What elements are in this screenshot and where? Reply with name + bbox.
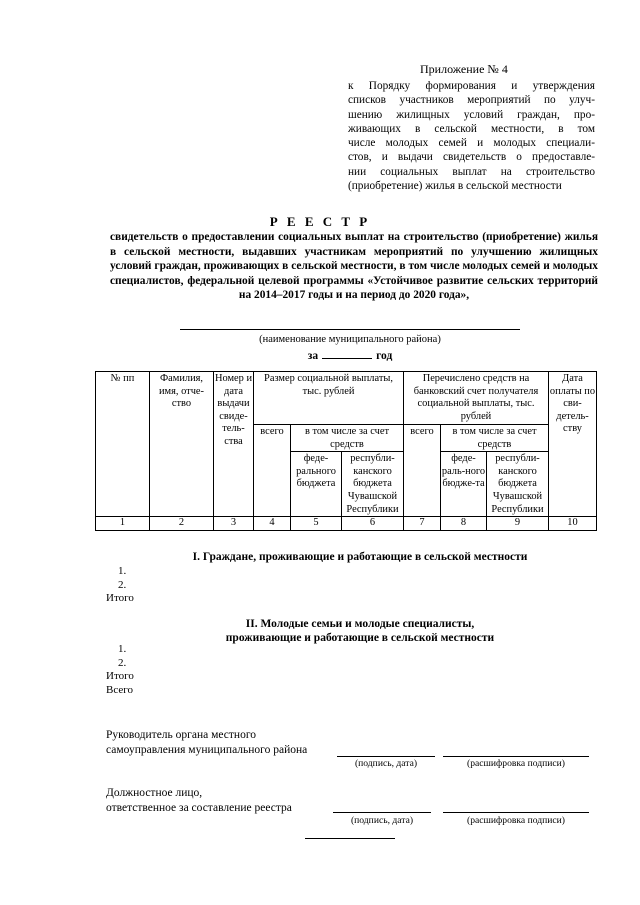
signature-label-line: Должностное лицо, [106,787,203,799]
header-transferred: Перечислено средств на банковский счет получателя социальной выплаты, тыс. рублей [404,372,549,425]
signature-1-label [106,728,307,757]
appendix-line: живающих в сельской местности, в том [348,122,595,135]
appendix-text [348,79,595,193]
list-item: 2. [118,578,127,591]
section-1-title: I. Граждане, проживающие и работающие в сельской местности [192,551,528,563]
signature-decode-line [443,812,589,813]
header-name: Фамилия, имя, отче-ство [150,372,214,517]
signature-caption: (подпись, дата) [354,758,418,769]
header-federal: феде-раль-ного бюджe-та [441,452,487,517]
section-2-title-line: проживающие и работающие в сельской местности [225,632,495,644]
appendix-line: числе молодых семей и молодых специали- [348,137,595,150]
column-number: 6 [342,517,404,531]
signature-2-label [106,786,292,815]
year-blank [322,347,372,359]
column-number: 3 [214,517,254,531]
header-total: всего [254,425,291,517]
column-number: 1 [96,517,150,531]
header-republic: республи-канского бюджета Чувашской Республики [487,452,549,517]
column-number: 10 [549,517,597,531]
section-2-title-line: II. Молодые семьи и молодые специалисты, [245,618,475,630]
registry-title: Р Е Е С Т Р [269,214,371,229]
appendix-title: Приложение № 4 [420,62,508,76]
signature-decode-line [443,756,589,757]
registry-table [95,371,597,531]
municipality-name-line [180,329,520,330]
column-number: 9 [487,517,549,531]
column-number: 2 [150,517,214,531]
appendix-line: шению жилищных условий граждан, про- [348,108,595,121]
appendix-line: к Порядку формирования и утверждения [348,80,595,92]
list-item: 1. [118,565,127,577]
header-total: всего [404,425,441,517]
header-including: в том числе за счет средств [441,425,549,452]
end-separator [305,838,395,839]
section-2-title [95,617,625,645]
header-payment-date: Дата оплаты по сви-детель-ству [549,372,597,517]
signature-label-line: ответственное за составление реестра [106,801,292,814]
appendix-line: стов, и выдачи свидетельств о предоставле- [348,151,595,164]
year-prefix: за [307,350,319,362]
year-line [180,347,520,362]
section-1-total: Итого [106,592,134,605]
header-certificate: Номер и дата выдачи свиде-тель-ства [214,372,254,517]
header-payment-size: Размер социальной выплаты, тыс. рублей [254,372,404,425]
signature-label-line: самоуправления муниципального района [106,743,308,756]
header-republic: республи-канского бюджета Чувашской Республики [342,452,404,517]
appendix-line: (приобретение) жилья в сельской местности [348,180,562,193]
header-federal: феде-рального бюджета [291,452,342,517]
column-number: 4 [254,517,291,531]
signature-decode-caption: (расшифровка подписи) [467,758,565,769]
column-number: 7 [404,517,441,531]
grand-total: Всего [106,683,133,696]
municipality-caption: (наименование муниципального района) [259,334,441,345]
header-including: в том числе за счет средств [291,425,404,452]
signature-line [337,756,435,757]
appendix-line: нии социальных выплат на строительство [348,165,595,178]
header-num: № пп [96,372,150,517]
list-item: 2. [118,656,127,669]
column-number: 8 [441,517,487,531]
signature-decode-caption: (расшифровка подписи) [467,815,565,826]
year-suffix: год [376,350,393,362]
signature-label-line: Руководитель органа местного [106,729,256,741]
signature-line [333,812,431,813]
signature-caption: (подпись, дата) [350,815,414,826]
list-item: 1. [118,643,127,655]
appendix-line: списков участников мероприятий по улуч- [348,94,595,107]
registry-subtitle: свидетельств о предоставлении социальных выплат на строительство (приобретение) жилья в сельской местности, выдавших участникам мероприятий по улучшению жилищных условий граждан, проживающих в сельской местности, в том числе молодых семей и молодых специалистов, федеральной целевой программы «Устойчивое развитие сельских территорий на 2014–2017 годы и на период до 2020 года», [110,231,598,302]
section-1-list [106,565,134,606]
section-2-total: Итого [106,670,134,683]
column-number: 5 [291,517,342,531]
section-2-list [106,643,134,697]
